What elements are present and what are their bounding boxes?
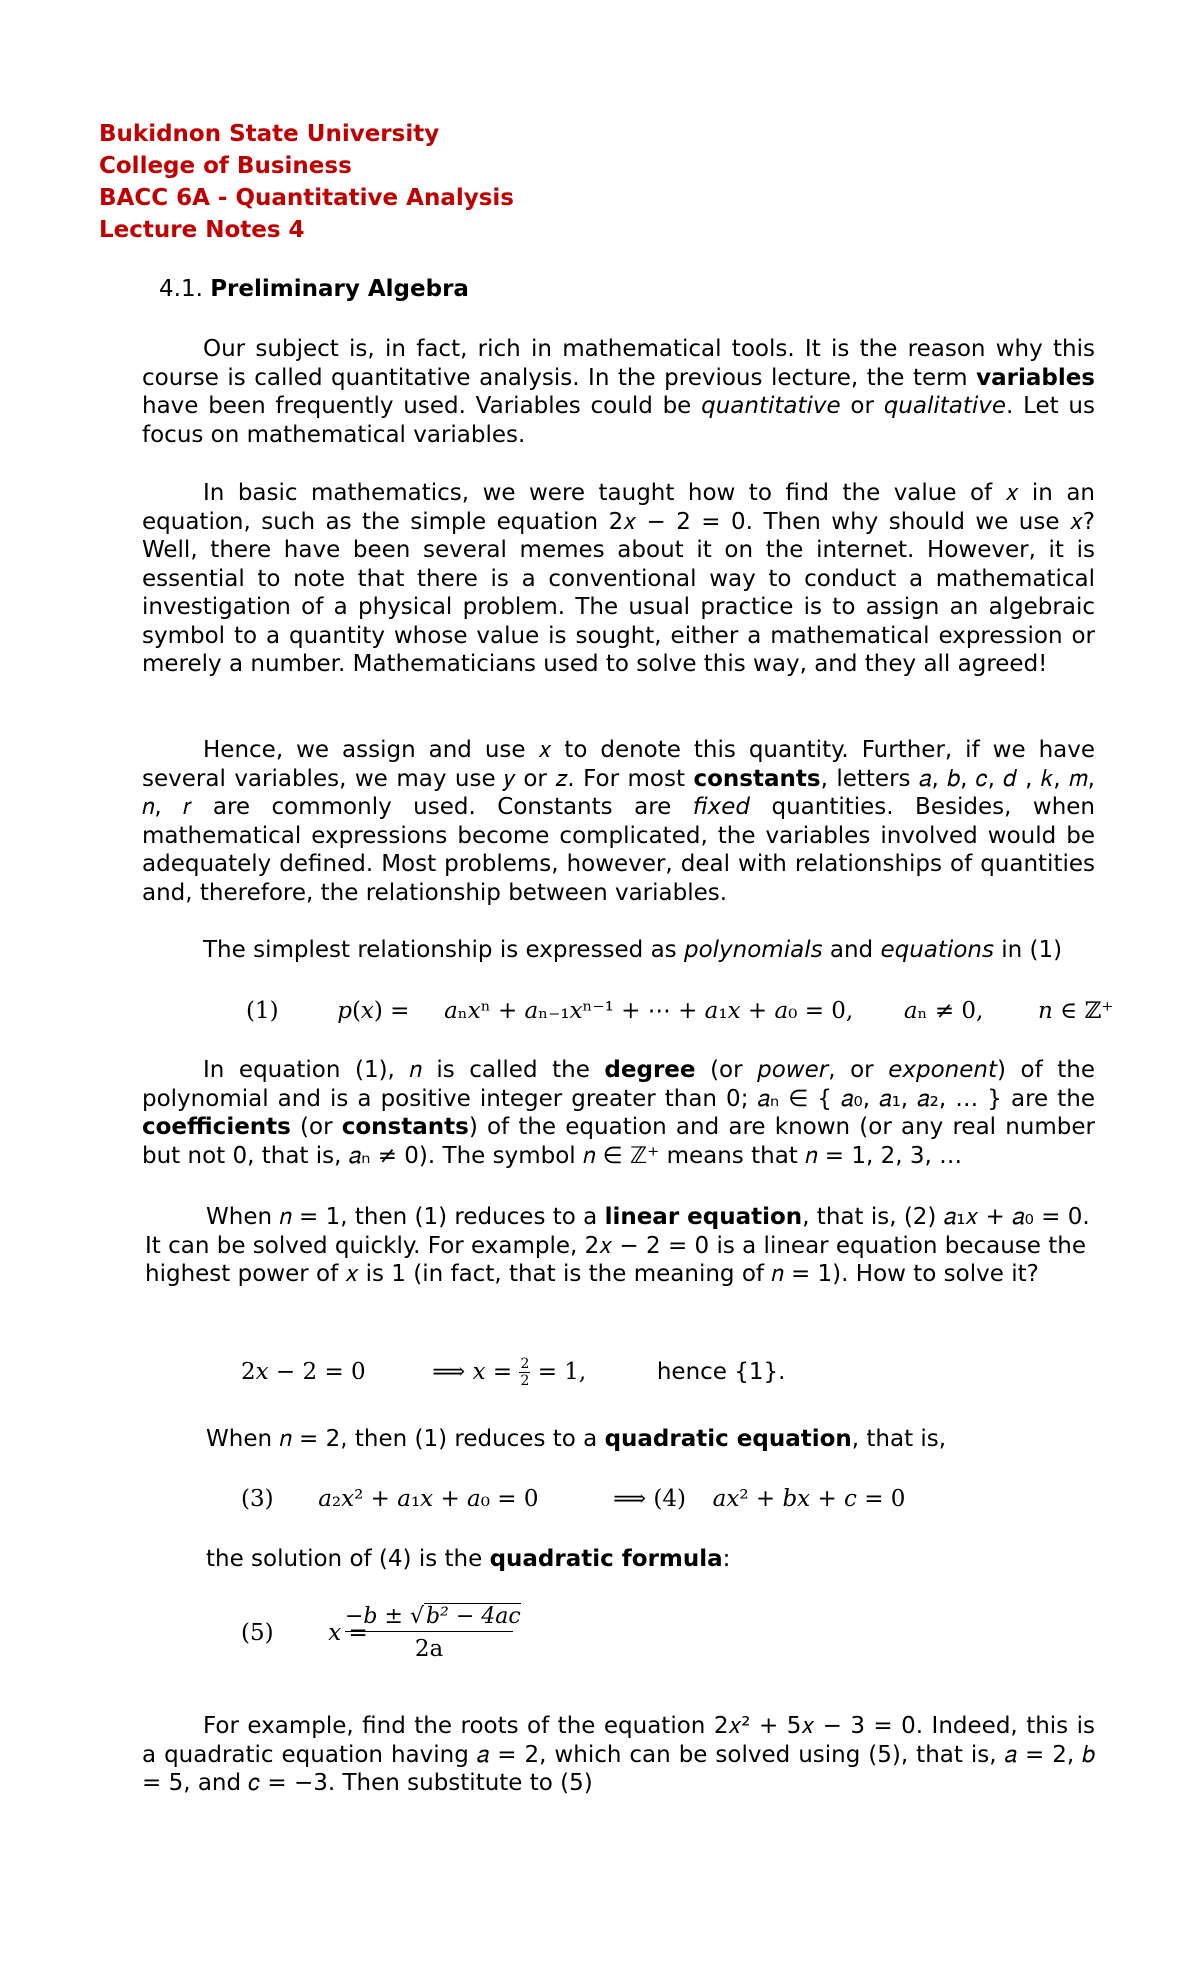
italic-term: quantitative [701, 393, 841, 419]
paragraph-linear [145, 1203, 1091, 1289]
text: . Let us focus on mathematical variables. [142, 393, 1095, 448]
text: , or [828, 1057, 889, 1083]
example-linear-solution [241, 1356, 785, 1389]
paragraph-example [142, 1712, 1095, 1798]
text: in (1) [993, 937, 1063, 963]
equation-rhs: = 1, [537, 1359, 587, 1385]
equation-lhs: 𝑝(𝑥) = [337, 998, 417, 1024]
bold-term: quadratic formula [489, 1546, 723, 1572]
solution-set: hence {1}. [656, 1359, 786, 1385]
formula-term: −b ± [345, 1604, 410, 1629]
university-name: Bukidnon State University [99, 121, 440, 147]
section-heading [159, 276, 469, 302]
section-title: Preliminary Algebra [210, 276, 469, 302]
paragraph-formula-intro [206, 1546, 730, 1572]
text: the solution of (4) is the [206, 1546, 490, 1572]
equation-label: (4) [653, 1486, 687, 1512]
italic-term: equations [880, 937, 994, 963]
text: (or [290, 1114, 342, 1140]
bold-term: degree [604, 1057, 696, 1083]
formula-numerator [345, 1604, 521, 1632]
text: , that is, (2) 𝑎₁𝑥 + 𝑎₀ = 0. It can be solved quickly. For example, 2𝑥 − 2 = 0 is a linear equation because the highest power of 𝑥 is 1 (in fact, that is the meaning of 𝑛 = 1). How to solve it? [145, 1204, 1090, 1287]
text: , letters 𝑎, 𝑏, 𝑐, 𝑑 , 𝑘, 𝑚, 𝑛, 𝑟 are commonly used. Constants are [142, 765, 1095, 820]
implies-arrow: ⟹ [432, 1359, 466, 1385]
text: Our subject is, in fact, rich in mathematical tools. It is the reason why this course is called quantitative analysis. In the previous lecture, the term [142, 336, 1095, 391]
formula-denominator: 2a [414, 1636, 444, 1662]
paragraph-variables [142, 479, 1095, 679]
text: Hence, we assign and use 𝑥 to denote this quantity. Further, if we have several variables, we may use 𝑦 or 𝑧. For most [142, 737, 1095, 792]
text: or [840, 393, 884, 419]
text: When 𝑛 = 1, then (1) reduces to a [206, 1204, 605, 1230]
bold-term: variables [976, 364, 1095, 391]
italic-term: power [757, 1057, 829, 1083]
equation-condition: 𝑛 ∈ ℤ⁺ [1037, 998, 1114, 1024]
college-name: College of Business [99, 153, 352, 179]
text: (or [695, 1057, 758, 1083]
equation-lhs: 2𝑥 − 2 = 0 [241, 1359, 366, 1385]
bold-term: coefficients [142, 1114, 291, 1140]
lecture-title: Lecture Notes 4 [99, 217, 305, 243]
bold-term: constants [341, 1114, 469, 1140]
equation-body: 𝑎𝑥² + 𝑏𝑥 + 𝑐 = 0 [712, 1486, 906, 1512]
text: and [822, 937, 881, 963]
equation-label: (5) [241, 1620, 274, 1646]
italic-term: exponent [888, 1057, 997, 1083]
text: quantities. Besides, when mathematical expressions become complicated, the variables involved would be adequately defined. Most problems, however, deal with relationships of quantities and, therefore, the relationship between variables. [142, 794, 1095, 906]
bold-term: quadratic equation [604, 1426, 852, 1452]
equation-mid: 𝑥 = [472, 1359, 513, 1385]
text: In equation (1), 𝑛 is called the [203, 1057, 605, 1083]
bold-term: linear equation [604, 1204, 803, 1230]
paragraph-intro [142, 335, 1095, 449]
text: : [722, 1546, 731, 1572]
equation-label: (1) [246, 998, 279, 1024]
quadratic-formula [345, 1604, 521, 1662]
italic-term: polynomials [683, 937, 823, 963]
text: ) of the polynomial and is a positive integer greater than 0; 𝑎ₙ ∈ { 𝑎₀, 𝑎₁, 𝑎₂, … } are the [142, 1057, 1095, 1112]
equation-body: 𝑎₂𝑥² + 𝑎₁𝑥 + 𝑎₀ = 0 [318, 1486, 539, 1512]
equation-label: (3) [241, 1486, 274, 1512]
text: ) of the equation and are known (or any real number but not 0, that is, 𝑎ₙ ≠ 0). The symbol 𝑛 ∈ ℤ⁺ means that 𝑛 = 1, 2, 3, … [142, 1114, 1095, 1169]
paragraph-relationship [142, 936, 1095, 965]
document-header [99, 118, 514, 246]
course-title: BACC 6A - Quantitative Analysis [99, 185, 514, 211]
section-number: 4.1. [159, 276, 203, 302]
bold-term: constants [693, 765, 821, 792]
sqrt-radicand: b² − 4ac [425, 1604, 521, 1629]
equation-1 [246, 998, 1113, 1024]
equation-body: 𝑎ₙ𝑥ⁿ + 𝑎ₙ₋₁𝑥ⁿ⁻¹ + ⋯ + 𝑎₁𝑥 + 𝑎₀ = 0, [444, 998, 854, 1024]
fraction-denominator: 2 [520, 1373, 530, 1389]
italic-term: fixed [692, 794, 751, 820]
equation-3-4 [241, 1486, 905, 1512]
paragraph-quadratic [206, 1426, 946, 1452]
implies-arrow: ⟹ [613, 1486, 647, 1512]
equation-lhs: 𝑥 = [328, 1620, 368, 1646]
equation-condition: 𝑎ₙ ≠ 0, [903, 998, 984, 1024]
fraction-numerator: 2 [520, 1356, 530, 1372]
sqrt-sign: √ [409, 1604, 424, 1629]
text: , that is, [851, 1426, 947, 1452]
text: In basic mathematics, we were taught how to find the value of 𝑥 in an equation, such as the simple equation 2𝑥 − 2 = 0. Then why should we use 𝑥? Well, there have been several memes about it on the internet. However, it is essential to note that there is a conventional way to conduct a mathematical investigation of a physical problem. The usual practice is to assign an algebraic symbol to a quantity whose value is sought, either a mathematical expression or merely a number. Mathematicians used to solve this way, and they all agreed! [142, 480, 1095, 677]
text: For example, find the roots of the equation 2𝑥² + 5𝑥 − 3 = 0. Indeed, this is a quadratic equation having 𝑎 = 2, which can be solved using (5), that is, 𝑎 = 2, 𝑏 = 5, and 𝑐 = −3. Then substitute to (5) [142, 1713, 1095, 1796]
italic-term: qualitative [883, 393, 1007, 419]
text: have been frequently used. Variables could be [142, 393, 702, 419]
text: The simplest relationship is expressed as [203, 937, 684, 963]
text: When 𝑛 = 2, then (1) reduces to a [206, 1426, 605, 1452]
fraction [519, 1356, 530, 1389]
paragraph-degree [142, 1056, 1095, 1170]
paragraph-constants [142, 736, 1095, 907]
